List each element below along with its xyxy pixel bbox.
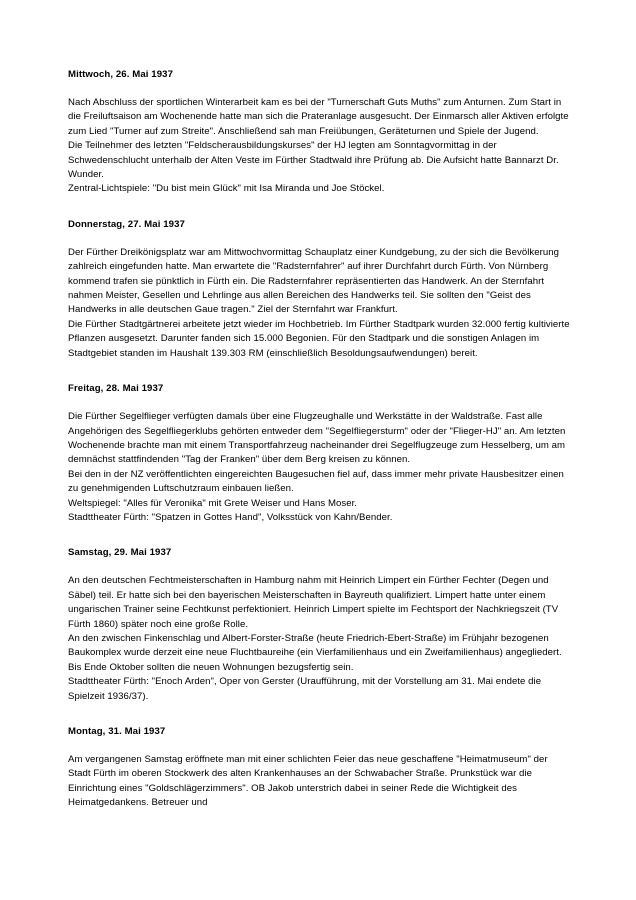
entry-heading: Montag, 31. Mai 1937 bbox=[68, 726, 166, 737]
paragraph: Stadttheater Fürth: "Spatzen in Gottes Hand", Volksstück von Kahn/Bender. bbox=[68, 511, 393, 523]
paragraph: Der Fürther Dreikönigsplatz war am Mittwochvormittag Schauplatz einer Kundgebung, zu der sich die Bevölkerung zahlreich eingefunden hatte. Man erwartete die "Radsternfahrer" auf ihrer Durchfahrt durch Fürth. Von Nürnberg kommend trafen sie pünktlich in Fürth ein. Die Radsternfahrer repräsentierten das Handwerk. An der Sternfahrt nahmen Meister, Gesellen und Lehrlinge aus allen Bereichen des Handwerks teil. Sie sollten den "Geist des Handwerks in alle deutschen Gaue tragen." Ziel der Sternfahrt war Frankfurt. bbox=[68, 246, 560, 316]
entry-heading: Mittwoch, 26. Mai 1937 bbox=[68, 69, 174, 80]
diary-entry bbox=[68, 218, 570, 361]
entry-body bbox=[68, 410, 570, 525]
entry-heading: Samstag, 29. Mai 1937 bbox=[68, 547, 172, 559]
paragraph: Zentral-Lichtspiele: "Du bist mein Glück" mit Isa Miranda und Joe Stöckel. bbox=[68, 183, 385, 195]
diary-entry bbox=[68, 546, 570, 704]
paragraph: Nach Abschluss der sportlichen Winterarbeit kam es bei der "Turnerschaft Guts Muths" zum Anturnen. Zum Start in die Freiluftsaison am Wochenende hatte man sich die Prateranlage ausgesucht. Der Einmarsch aller Aktiven erfolgte zum Lied "Turner auf zum Streite". Anschließend sah man Freiübungen, Geräteturnen und Spiele der Jugend. bbox=[68, 97, 569, 137]
paragraph: Die Teilnehmer des letzten "Feldscherausbildungskurses" der HJ legten am Sonntagvormittag in der Schwedenschlucht unterhalb der Alten Veste im Fürther Stadtwald ihre Prüfung ab. Die Aufsicht hatte Bannarzt Dr. Wunder. bbox=[68, 140, 559, 181]
paragraph: Die Fürther Stadtgärtnerei arbeitete jetzt wieder im Hochbetrieb. Im Fürther Stadtpark wurden 32.000 fertig kultivierte Pflanzen ausgesetzt. Darunter fanden sich 15.000 Begonien. Für den Stadtpark und die sonstigen Anlagen im Stadtgebiet standen im Haushalt 139.303 RM (einschließlich Besoldungsaufwendungen) bereit. bbox=[68, 318, 570, 359]
paragraph: Die Fürther Segelflieger verfügten damals über eine Flugzeughalle und Werkstätte in der Waldstraße. Fast alle Angehörigen des Segelfliegerklubs gehörten entweder dem "Segelfliegersturm" oder der "Flieger-HJ" an. Am letzten Wochenende brachte man mit einem Transportfahrzeug nacheinander drei Segelflugzeuge zum Hesselberg, um am demnächst stattfindenden "Tag der Franken" über dem Berg kreisen zu können. bbox=[68, 411, 566, 466]
paragraph: An den deutschen Fechtmeisterschaften in Hamburg nahm mit Heinrich Limpert ein Fürther Fechter (Degen und Säbel) teil. Er hatte sich bei den bayerischen Meisterschaften in Bayreuth qualifiziert. Limpert hatte unter einem ungarischen Trainer seine Fechtkunst perfektioniert. Heinrich Limpert spielte im Fechtsport der Nachkriegszeit (TV Fürth 1860) später noch eine große Rolle. bbox=[68, 575, 559, 630]
paragraph: Bei den in der NZ veröffentlichten eingereichten Baugesuchen fiel auf, dass immer mehr private Hausbesitzer einen zu genehmigenden Luftschutzraum einbauen ließen. bbox=[68, 468, 564, 495]
entry-body bbox=[68, 246, 570, 361]
paragraph: An den zwischen Finkenschlag und Albert-Forster-Straße (heute Friedrich-Ebert-Straße) im Frühjahr bezogenen Baukomplex wurde derzeit eine neue Fluchtbaureihe (ein Vierfamilienhaus und ein Zweifamilienhaus) angegliedert. Bis Ende Oktober sollten die neuen Wohnungen bezugsfertig sein. bbox=[68, 632, 562, 673]
diary-entry bbox=[68, 68, 570, 197]
entry-heading: Freitag, 28. Mai 1937 bbox=[68, 383, 164, 395]
paragraph: Stadttheater Fürth: "Enoch Arden", Oper von Gerster (Uraufführung, mit der Vorstellung am 31. Mai endete die Spielzeit 1936/37). bbox=[68, 676, 542, 702]
diary-entry bbox=[68, 382, 570, 525]
entry-heading: Donnerstag, 27. Mai 1937 bbox=[68, 218, 185, 230]
entry-body bbox=[68, 96, 570, 197]
paragraph: Weltspiegel: "Alles für Veronika" mit Grete Weiser und Hans Moser. bbox=[68, 497, 358, 509]
diary-entry bbox=[68, 725, 570, 811]
entry-body bbox=[68, 753, 570, 811]
entry-body bbox=[68, 574, 570, 704]
paragraph: Am vergangenen Samstag eröffnete man mit einer schlichten Feier das neue geschaffene "Heimatmuseum" der Stadt Fürth im oberen Stockwerk des alten Krankenhauses an der Schwabacher Straße. Prunkstück war die Einrichtung eines "Goldschlägerzimmers". OB Jakob unterstrich dabei in seiner Rede die Wichtigkeit des Heimatgedankens. Betreuer und bbox=[68, 754, 548, 809]
